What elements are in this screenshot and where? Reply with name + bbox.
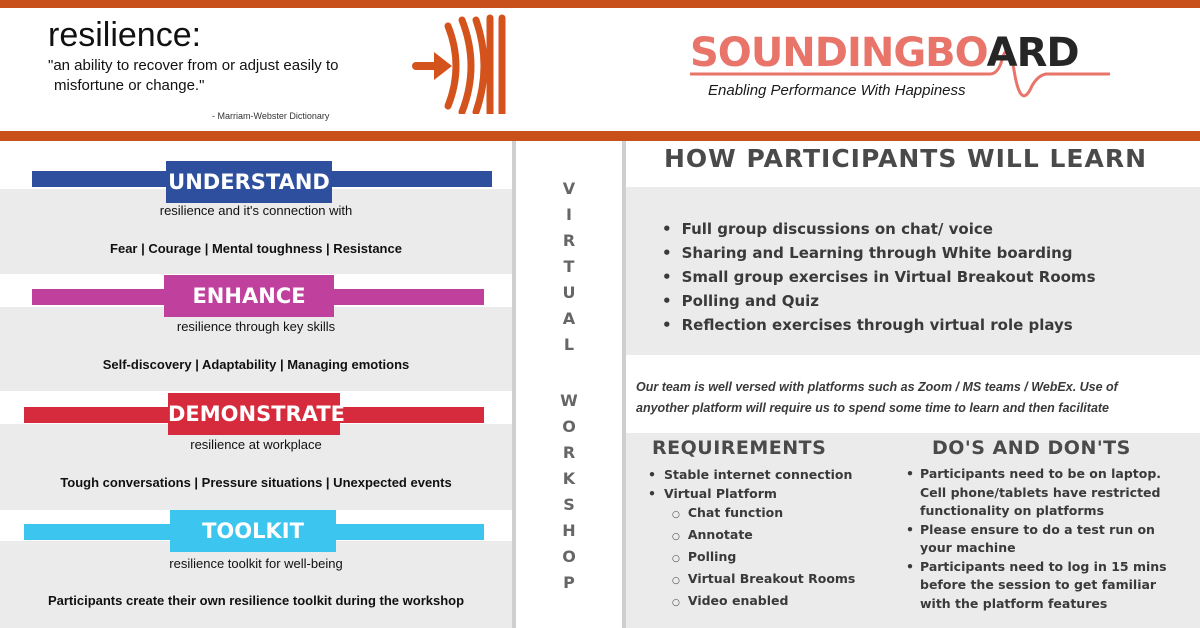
- vertical-letter: H: [562, 521, 576, 540]
- list-item: • Participants need to log in 15 mins before the session to get familiar with the platform features: [906, 558, 1176, 614]
- list-item: • Small group exercises in Virtual Breakout Rooms: [662, 265, 1096, 289]
- learning-methods-box: [626, 187, 1200, 355]
- vertical-letter: K: [562, 469, 576, 488]
- list-item: • Reflection exercises through virtual role plays: [662, 313, 1096, 337]
- vertical-letter: U: [562, 283, 576, 302]
- platform-note-line-2: anyother platform will require us to spend some time to learn and then facilitate: [636, 401, 1110, 415]
- brand-name-part-1: SOUNDINGBO: [690, 30, 987, 76]
- platform-note: [636, 377, 1192, 419]
- definition-word: resilience:: [48, 16, 202, 54]
- brand-name-part-2: A: [986, 30, 1017, 76]
- vertical-workshop-label: [516, 141, 622, 628]
- vertical-letter: R: [562, 231, 576, 250]
- enhance-skills: Self-discovery | Adaptability | Managing emotions: [102, 357, 410, 372]
- vertical-letter: T: [563, 257, 575, 276]
- vertical-letter: I: [566, 205, 572, 224]
- list-item: • Participants need to be on laptop. Cell phone/tablets have restricted functionality on platforms: [906, 465, 1176, 521]
- enhance-label: ENHANCE: [164, 275, 334, 317]
- list-item: ○ Annotate: [648, 525, 855, 547]
- toolkit-skills: Participants create their own resilience toolkit during the workshop: [47, 593, 465, 608]
- list-item: • Stable internet connection: [648, 465, 855, 484]
- list-item: ○ Video enabled: [648, 591, 855, 613]
- definition-line-2: misfortune or change.": [54, 77, 205, 94]
- vertical-letter: S: [563, 495, 575, 514]
- top-accent-bar: [0, 0, 1200, 8]
- dos-donts-list: [906, 465, 1176, 613]
- toolkit-subtitle: resilience toolkit for well-being: [169, 556, 343, 571]
- vertical-letter: P: [563, 573, 575, 592]
- middle-accent-bar: [0, 131, 1200, 141]
- vertical-letter: L: [563, 335, 575, 354]
- definition-text: [48, 56, 368, 96]
- platform-note-line-1: Our team is well versed with platforms such as Zoom / MS teams / WebEx. Use of: [636, 380, 1118, 394]
- requirements-box: [626, 433, 1200, 628]
- toolkit-label: TOOLKIT: [170, 510, 336, 552]
- learning-methods-list: [662, 217, 1096, 337]
- demonstrate-subtitle: resilience at workplace: [190, 437, 322, 452]
- list-item: ○ Polling: [648, 547, 855, 569]
- list-item: ○ Virtual Breakout Rooms: [648, 569, 855, 591]
- brand-name-part-3: RD: [1016, 30, 1079, 76]
- definition-line-1: "an ability to recover from or adjust easily to: [48, 57, 339, 74]
- list-item: ○ Chat function: [648, 503, 855, 525]
- list-item: • Please ensure to do a test run on your machine: [906, 521, 1176, 558]
- vertical-letter: V: [562, 179, 576, 198]
- vertical-letter: W: [560, 391, 578, 410]
- vertical-letter: O: [562, 417, 576, 436]
- workshop-details: [626, 141, 1200, 628]
- definition-source: - Marriam-Webster Dictionary: [212, 111, 330, 121]
- arrow-into-bars-icon: [410, 14, 510, 114]
- vertical-letter: O: [562, 547, 576, 566]
- enhance-subtitle: resilience through key skills: [176, 319, 336, 334]
- soundingboard-logo: [690, 30, 1110, 110]
- how-participants-title: HOW PARTICIPANTS WILL LEARN: [664, 144, 1147, 173]
- list-item: • Virtual Platform: [648, 484, 855, 503]
- demonstrate-label: DEMONSTRATE: [168, 393, 340, 435]
- understand-label: UNDERSTAND: [166, 161, 332, 203]
- list-item: • Sharing and Learning through White boarding: [662, 241, 1096, 265]
- list-item: • Full group discussions on chat/ voice: [662, 217, 1096, 241]
- requirements-title: REQUIREMENTS: [652, 437, 827, 459]
- requirements-list: [648, 465, 855, 613]
- dos-donts-title: DO'S AND DON'TS: [932, 437, 1131, 459]
- vertical-letter: R: [562, 443, 576, 462]
- vertical-letter: A: [562, 309, 576, 328]
- brand-name: [690, 30, 1079, 76]
- learning-outcomes: [0, 141, 512, 628]
- brand-tagline: Enabling Performance With Happiness: [708, 82, 966, 99]
- list-item: • Polling and Quiz: [662, 289, 1096, 313]
- demonstrate-skills: Tough conversations | Pressure situations | Unexpected events: [60, 475, 452, 490]
- understand-skills: Fear | Courage | Mental toughness | Resistance: [110, 241, 402, 256]
- understand-subtitle: resilience and it's connection with: [159, 203, 353, 218]
- toolkit-band: [0, 541, 512, 628]
